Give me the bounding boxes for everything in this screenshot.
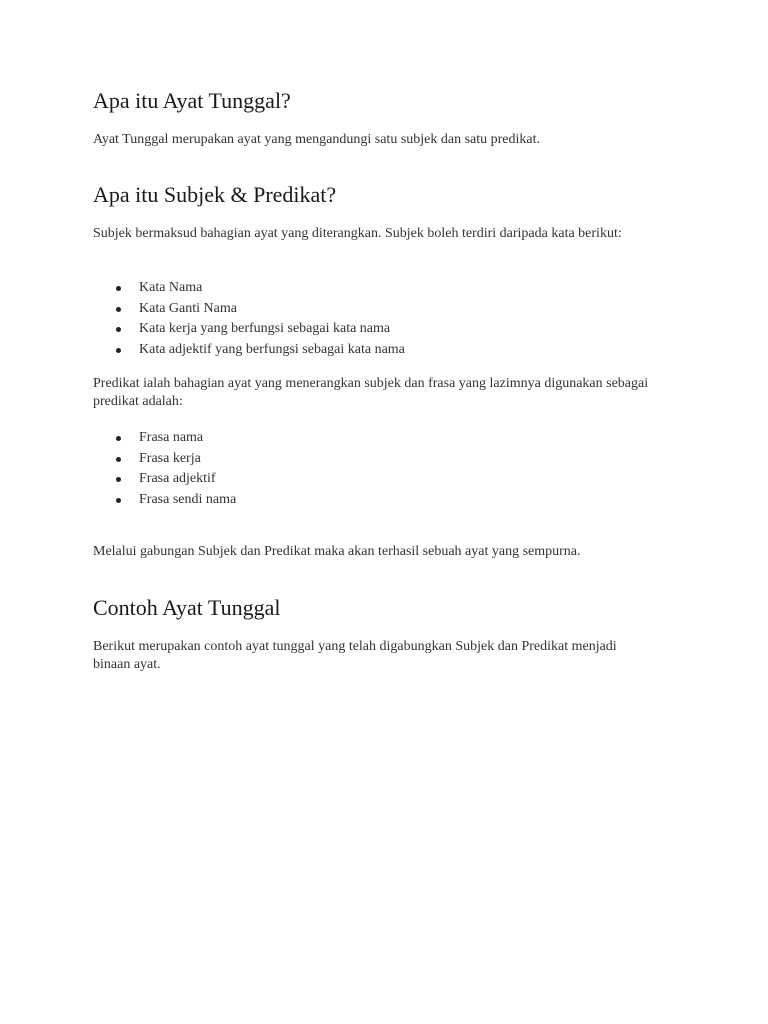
section-heading-contoh: Contoh Ayat Tunggal — [93, 595, 281, 620]
bullet-icon — [116, 436, 121, 441]
predicate-phrase-list — [93, 428, 653, 510]
list-item-text: Kata Nama — [139, 280, 203, 295]
bullet-icon — [116, 457, 121, 462]
paragraph-contoh-intro: Berikut merupakan contoh ayat tunggal yang telah digabungkan Subjek dan Predikat menjadi binaan ayat. — [93, 639, 617, 672]
list-item — [93, 469, 653, 490]
list-item-text: Frasa nama — [139, 430, 204, 445]
list-item-text: Kata kerja yang berfungsi sebagai kata nama — [139, 321, 391, 336]
bullet-icon — [116, 348, 121, 353]
bullet-icon — [116, 286, 121, 291]
section-heading-subjek-predikat: Apa itu Subjek & Predikat? — [93, 182, 337, 207]
paragraph-definition-ayat-tunggal: Ayat Tunggal merupakan ayat yang mengandungi satu subjek dan satu predikat. — [93, 132, 541, 147]
bullet-icon — [116, 477, 121, 482]
list-item — [93, 319, 653, 340]
bullet-icon — [116, 307, 121, 312]
list-item-text: Frasa kerja — [139, 450, 201, 466]
list-item — [93, 449, 653, 470]
list-item-text: Frasa adjektif — [139, 471, 216, 486]
list-item-text: Frasa sendi nama — [139, 491, 237, 507]
subject-word-list — [93, 278, 653, 360]
list-item-text: Kata adjektif yang berfungsi sebagai kata nama — [139, 341, 405, 357]
paragraph-closing: Melalui gabungan Subjek dan Predikat maka akan terhasil sebuah ayat yang sempurna. — [93, 544, 581, 559]
paragraph-predikat-definition: Predikat ialah bahagian ayat yang menerangkan subjek dan frasa yang lazimnya digunakan sebagai predikat adalah: — [93, 376, 649, 409]
section-heading-ayat-tunggal: Apa itu Ayat Tunggal? — [93, 88, 291, 113]
paragraph-subjek-definition: Subjek bermaksud bahagian ayat yang diterangkan. Subjek boleh terdiri daripada kata berikut: — [93, 226, 622, 241]
list-item — [93, 299, 653, 320]
list-item-text: Kata Ganti Nama — [139, 300, 237, 316]
bullet-icon — [116, 498, 121, 503]
list-item — [93, 340, 653, 361]
list-item — [93, 278, 653, 299]
list-item — [93, 428, 653, 449]
bullet-icon — [116, 327, 121, 332]
list-item — [93, 490, 653, 511]
